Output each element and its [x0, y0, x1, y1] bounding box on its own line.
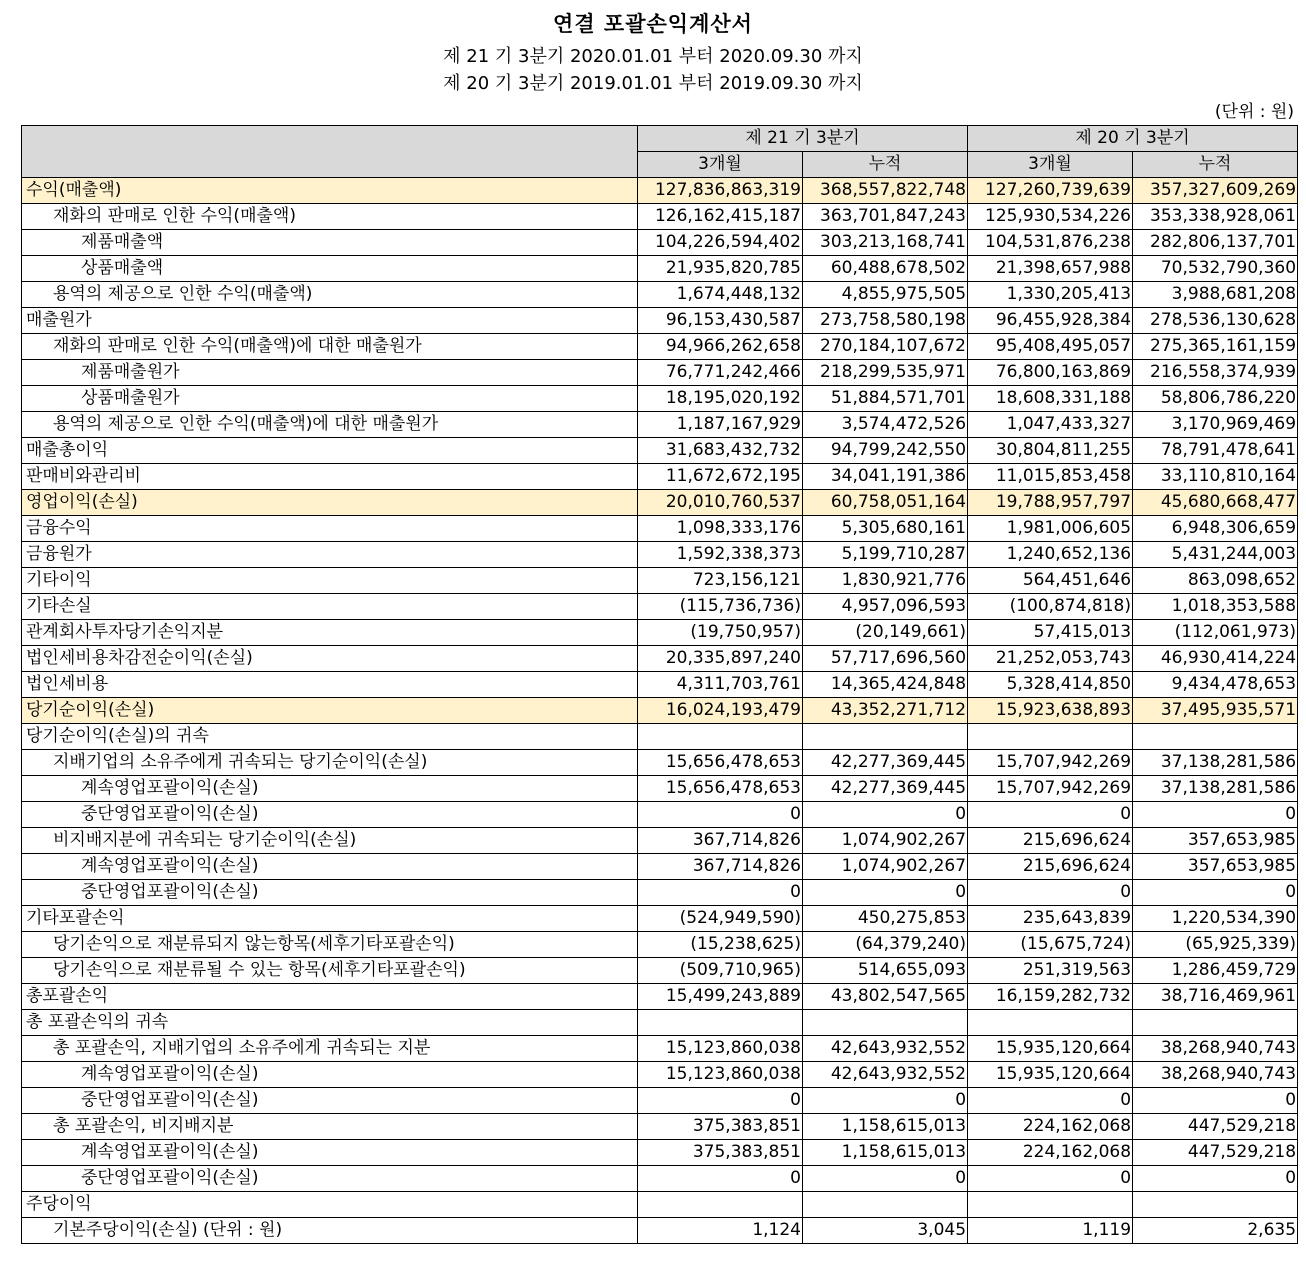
value-prior-3m [968, 1192, 1133, 1218]
value-prior-3m: (15,675,724) [968, 932, 1133, 958]
value-prior-cumulative: 0 [1133, 1166, 1298, 1192]
value-prior-3m: 1,240,652,136 [968, 542, 1133, 568]
period-prior: 제 20 기 3분기 2019.01.01 부터 2019.09.30 까지 [443, 73, 863, 94]
value-current-cumulative [803, 724, 968, 750]
value-current-3m: 375,383,851 [638, 1140, 803, 1166]
value-prior-cumulative: 0 [1133, 880, 1298, 906]
table-row [22, 516, 1298, 542]
row-label: 수익(매출액) [22, 178, 638, 204]
value-prior-cumulative: 46,930,414,224 [1133, 646, 1298, 672]
row-label: 중단영업포괄이익(손실) [22, 1166, 638, 1192]
value-prior-3m: 15,923,638,893 [968, 698, 1133, 724]
value-current-3m: 126,162,415,187 [638, 204, 803, 230]
value-current-3m: 1,124 [638, 1218, 803, 1244]
row-label: 당기손익으로 재분류되지 않는항목(세후기타포괄손익) [22, 932, 638, 958]
row-label: 기타이익 [22, 568, 638, 594]
row-label: 기타포괄손익 [22, 906, 638, 932]
value-prior-cumulative: 38,268,940,743 [1133, 1062, 1298, 1088]
value-current-3m: 18,195,020,192 [638, 386, 803, 412]
value-current-3m: 1,674,448,132 [638, 282, 803, 308]
value-prior-cumulative: 78,791,478,641 [1133, 438, 1298, 464]
value-prior-cumulative: 38,268,940,743 [1133, 1036, 1298, 1062]
row-label: 법인세비용차감전순이익(손실) [22, 646, 638, 672]
table-row [22, 620, 1298, 646]
value-current-cumulative: 4,855,975,505 [803, 282, 968, 308]
row-label: 기본주당이익(손실) (단위 : 원) [22, 1218, 638, 1244]
value-current-cumulative: 43,352,271,712 [803, 698, 968, 724]
value-current-cumulative: 51,884,571,701 [803, 386, 968, 412]
row-label: 총 포괄손익, 지배기업의 소유주에게 귀속되는 지분 [22, 1036, 638, 1062]
period-header-current: 제 21 기 3분기 [638, 126, 968, 152]
value-current-3m: 15,656,478,653 [638, 776, 803, 802]
table-row [22, 646, 1298, 672]
value-current-3m: 15,499,243,889 [638, 984, 803, 1010]
table-row [22, 308, 1298, 334]
value-prior-cumulative: 447,529,218 [1133, 1114, 1298, 1140]
period-header-prior: 제 20 기 3분기 [968, 126, 1298, 152]
value-current-cumulative: 450,275,853 [803, 906, 968, 932]
value-current-3m: (524,949,590) [638, 906, 803, 932]
value-prior-cumulative: 9,434,478,653 [1133, 672, 1298, 698]
value-prior-cumulative: (65,925,339) [1133, 932, 1298, 958]
value-prior-cumulative: 353,338,928,061 [1133, 204, 1298, 230]
table-row [22, 386, 1298, 412]
row-label: 중단영업포괄이익(손실) [22, 880, 638, 906]
value-current-cumulative: 43,802,547,565 [803, 984, 968, 1010]
value-current-3m: 375,383,851 [638, 1114, 803, 1140]
value-prior-3m: 215,696,624 [968, 828, 1133, 854]
value-prior-3m: 21,252,053,743 [968, 646, 1133, 672]
table-row [22, 1166, 1298, 1192]
sub-header-current-cumulative: 누적 [803, 152, 968, 178]
row-label: 당기순이익(손실)의 귀속 [22, 724, 638, 750]
value-current-3m: 0 [638, 1166, 803, 1192]
value-current-cumulative: 0 [803, 802, 968, 828]
row-label: 매출총이익 [22, 438, 638, 464]
value-prior-cumulative: 37,495,935,571 [1133, 698, 1298, 724]
value-current-3m: (115,736,736) [638, 594, 803, 620]
value-prior-3m: 16,159,282,732 [968, 984, 1133, 1010]
value-current-cumulative: 5,199,710,287 [803, 542, 968, 568]
value-current-3m: 16,024,193,479 [638, 698, 803, 724]
value-current-3m: 15,123,860,038 [638, 1062, 803, 1088]
value-prior-cumulative: 357,653,985 [1133, 854, 1298, 880]
value-current-3m: 15,123,860,038 [638, 1036, 803, 1062]
table-row [22, 1114, 1298, 1140]
table-row [22, 1036, 1298, 1062]
row-label: 용역의 제공으로 인한 수익(매출액) [22, 282, 638, 308]
value-prior-3m: 104,531,876,238 [968, 230, 1133, 256]
table-row [22, 906, 1298, 932]
row-label: 계속영업포괄이익(손실) [22, 854, 638, 880]
value-prior-3m: 224,162,068 [968, 1114, 1133, 1140]
row-label: 중단영업포괄이익(손실) [22, 802, 638, 828]
table-row [22, 724, 1298, 750]
value-current-3m: 723,156,121 [638, 568, 803, 594]
table-row [22, 672, 1298, 698]
value-current-3m [638, 724, 803, 750]
value-prior-cumulative [1133, 724, 1298, 750]
value-prior-3m: 30,804,811,255 [968, 438, 1133, 464]
value-prior-cumulative: 37,138,281,586 [1133, 776, 1298, 802]
table-row [22, 698, 1298, 724]
row-label: 관계회사투자당기손익지분 [22, 620, 638, 646]
value-prior-3m: 127,260,739,639 [968, 178, 1133, 204]
value-prior-3m: 0 [968, 880, 1133, 906]
table-row [22, 1088, 1298, 1114]
row-label: 매출원가 [22, 308, 638, 334]
value-current-3m: 31,683,432,732 [638, 438, 803, 464]
table-row [22, 204, 1298, 230]
row-label: 영업이익(손실) [22, 490, 638, 516]
sub-header-current-3m: 3개월 [638, 152, 803, 178]
value-current-cumulative: 34,041,191,386 [803, 464, 968, 490]
value-prior-cumulative: 58,806,786,220 [1133, 386, 1298, 412]
value-prior-3m: 95,408,495,057 [968, 334, 1133, 360]
value-current-3m: 104,226,594,402 [638, 230, 803, 256]
value-prior-3m: 1,330,205,413 [968, 282, 1133, 308]
table-row [22, 1010, 1298, 1036]
value-prior-cumulative: 38,716,469,961 [1133, 984, 1298, 1010]
row-label: 기타손실 [22, 594, 638, 620]
value-current-cumulative: (20,149,661) [803, 620, 968, 646]
table-row [22, 932, 1298, 958]
table-row [22, 1062, 1298, 1088]
value-prior-3m: 5,328,414,850 [968, 672, 1133, 698]
value-prior-cumulative: 216,558,374,939 [1133, 360, 1298, 386]
table-row [22, 880, 1298, 906]
row-label: 계속영업포괄이익(손실) [22, 776, 638, 802]
value-current-cumulative: 218,299,535,971 [803, 360, 968, 386]
value-prior-cumulative: 357,327,609,269 [1133, 178, 1298, 204]
period-current: 제 21 기 3분기 2020.01.01 부터 2020.09.30 까지 [443, 46, 863, 67]
row-label: 상품매출원가 [22, 386, 638, 412]
table-row [22, 334, 1298, 360]
row-label: 중단영업포괄이익(손실) [22, 1088, 638, 1114]
row-label: 금융수익 [22, 516, 638, 542]
value-prior-cumulative: 45,680,668,477 [1133, 490, 1298, 516]
table-row [22, 542, 1298, 568]
row-label: 당기순이익(손실) [22, 698, 638, 724]
value-current-cumulative: 14,365,424,848 [803, 672, 968, 698]
table-row [22, 412, 1298, 438]
income-statement-table [21, 125, 1298, 1244]
value-current-3m [638, 1192, 803, 1218]
table-row [22, 490, 1298, 516]
sub-header-prior-cumulative: 누적 [1133, 152, 1298, 178]
value-prior-3m: 15,935,120,664 [968, 1036, 1133, 1062]
value-prior-cumulative: 6,948,306,659 [1133, 516, 1298, 542]
table-row [22, 802, 1298, 828]
value-prior-3m: 1,981,006,605 [968, 516, 1133, 542]
value-current-cumulative: 60,488,678,502 [803, 256, 968, 282]
value-current-cumulative: 0 [803, 880, 968, 906]
value-current-cumulative: 42,643,932,552 [803, 1062, 968, 1088]
value-prior-3m: 1,119 [968, 1218, 1133, 1244]
table-row [22, 464, 1298, 490]
value-prior-cumulative: 3,988,681,208 [1133, 282, 1298, 308]
value-current-cumulative: 514,655,093 [803, 958, 968, 984]
value-prior-cumulative: 0 [1133, 802, 1298, 828]
value-current-3m [638, 1010, 803, 1036]
value-prior-cumulative: 2,635 [1133, 1218, 1298, 1244]
row-label: 계속영업포괄이익(손실) [22, 1140, 638, 1166]
value-current-cumulative [803, 1192, 968, 1218]
row-label: 재화의 판매로 인한 수익(매출액)에 대한 매출원가 [22, 334, 638, 360]
value-prior-3m: 15,935,120,664 [968, 1062, 1133, 1088]
value-current-cumulative: 3,045 [803, 1218, 968, 1244]
value-current-cumulative: 1,074,902,267 [803, 854, 968, 880]
header-blank-cell [22, 126, 638, 178]
value-current-cumulative: 42,643,932,552 [803, 1036, 968, 1062]
value-current-cumulative: 42,277,369,445 [803, 750, 968, 776]
value-prior-3m: 21,398,657,988 [968, 256, 1133, 282]
value-prior-cumulative: 0 [1133, 1088, 1298, 1114]
value-prior-cumulative: 447,529,218 [1133, 1140, 1298, 1166]
period-header-row [22, 126, 1298, 152]
row-label: 총포괄손익 [22, 984, 638, 1010]
value-prior-cumulative: 275,365,161,159 [1133, 334, 1298, 360]
row-label: 당기손익으로 재분류될 수 있는 항목(세후기타포괄손익) [22, 958, 638, 984]
value-current-3m: 20,335,897,240 [638, 646, 803, 672]
row-label: 총 포괄손익의 귀속 [22, 1010, 638, 1036]
value-prior-cumulative: 5,431,244,003 [1133, 542, 1298, 568]
value-current-cumulative: 1,830,921,776 [803, 568, 968, 594]
value-current-cumulative: 363,701,847,243 [803, 204, 968, 230]
value-prior-cumulative: 33,110,810,164 [1133, 464, 1298, 490]
value-current-3m: 1,592,338,373 [638, 542, 803, 568]
value-prior-3m: 15,707,942,269 [968, 750, 1133, 776]
row-label: 판매비와관리비 [22, 464, 638, 490]
value-current-3m: 0 [638, 1088, 803, 1114]
value-prior-cumulative: 1,286,459,729 [1133, 958, 1298, 984]
value-prior-cumulative: 1,018,353,588 [1133, 594, 1298, 620]
value-prior-3m: 251,319,563 [968, 958, 1133, 984]
value-current-cumulative: 303,213,168,741 [803, 230, 968, 256]
value-current-cumulative: 42,277,369,445 [803, 776, 968, 802]
value-prior-3m: 18,608,331,188 [968, 386, 1133, 412]
table-row [22, 1218, 1298, 1244]
table-row [22, 854, 1298, 880]
value-current-cumulative: 3,574,472,526 [803, 412, 968, 438]
value-current-cumulative: 368,557,822,748 [803, 178, 968, 204]
value-current-cumulative: 57,717,696,560 [803, 646, 968, 672]
value-current-cumulative: 0 [803, 1088, 968, 1114]
value-current-cumulative: 5,305,680,161 [803, 516, 968, 542]
value-prior-3m: 224,162,068 [968, 1140, 1133, 1166]
value-current-cumulative: 1,158,615,013 [803, 1114, 968, 1140]
table-row [22, 958, 1298, 984]
row-label: 금융원가 [22, 542, 638, 568]
row-label: 상품매출액 [22, 256, 638, 282]
value-current-cumulative: 273,758,580,198 [803, 308, 968, 334]
row-label: 용역의 제공으로 인한 수익(매출액)에 대한 매출원가 [22, 412, 638, 438]
row-label: 비지배지분에 귀속되는 당기순이익(손실) [22, 828, 638, 854]
value-current-3m: (509,710,965) [638, 958, 803, 984]
value-current-3m: 1,098,333,176 [638, 516, 803, 542]
row-label: 총 포괄손익, 비지배지분 [22, 1114, 638, 1140]
table-row [22, 984, 1298, 1010]
value-prior-cumulative: 70,532,790,360 [1133, 256, 1298, 282]
row-label: 제품매출원가 [22, 360, 638, 386]
value-prior-cumulative [1133, 1010, 1298, 1036]
value-prior-3m: 57,415,013 [968, 620, 1133, 646]
value-current-3m: (19,750,957) [638, 620, 803, 646]
table-row [22, 230, 1298, 256]
value-current-3m: 367,714,826 [638, 828, 803, 854]
value-prior-cumulative: 357,653,985 [1133, 828, 1298, 854]
value-current-3m: 0 [638, 802, 803, 828]
value-prior-3m: 96,455,928,384 [968, 308, 1133, 334]
value-current-cumulative: 270,184,107,672 [803, 334, 968, 360]
row-label: 계속영업포괄이익(손실) [22, 1062, 638, 1088]
value-current-3m: 11,672,672,195 [638, 464, 803, 490]
value-current-3m: 21,935,820,785 [638, 256, 803, 282]
value-current-3m: 96,153,430,587 [638, 308, 803, 334]
value-prior-cumulative [1133, 1192, 1298, 1218]
value-prior-cumulative: 278,536,130,628 [1133, 308, 1298, 334]
value-current-3m: 76,771,242,466 [638, 360, 803, 386]
value-prior-cumulative: 3,170,969,469 [1133, 412, 1298, 438]
value-prior-3m [968, 724, 1133, 750]
row-label: 주당이익 [22, 1192, 638, 1218]
value-current-cumulative: 60,758,051,164 [803, 490, 968, 516]
value-current-cumulative: (64,379,240) [803, 932, 968, 958]
value-prior-3m: 15,707,942,269 [968, 776, 1133, 802]
table-row [22, 828, 1298, 854]
value-prior-3m: 235,643,839 [968, 906, 1133, 932]
value-prior-3m: 125,930,534,226 [968, 204, 1133, 230]
table-row [22, 360, 1298, 386]
value-current-cumulative: 1,074,902,267 [803, 828, 968, 854]
value-current-3m: 94,966,262,658 [638, 334, 803, 360]
value-prior-3m: 19,788,957,797 [968, 490, 1133, 516]
value-current-3m: 0 [638, 880, 803, 906]
document-title: 연결 포괄손익계산서 [553, 12, 753, 36]
value-current-3m: 20,010,760,537 [638, 490, 803, 516]
value-current-3m: (15,238,625) [638, 932, 803, 958]
row-label: 제품매출액 [22, 230, 638, 256]
row-label: 법인세비용 [22, 672, 638, 698]
value-current-3m: 15,656,478,653 [638, 750, 803, 776]
value-current-3m: 127,836,863,319 [638, 178, 803, 204]
value-current-cumulative: 1,158,615,013 [803, 1140, 968, 1166]
value-prior-3m: 76,800,163,869 [968, 360, 1133, 386]
table-row [22, 1192, 1298, 1218]
value-current-cumulative: 94,799,242,550 [803, 438, 968, 464]
value-prior-3m: (100,874,818) [968, 594, 1133, 620]
value-prior-cumulative: 863,098,652 [1133, 568, 1298, 594]
value-current-cumulative: 0 [803, 1166, 968, 1192]
row-label: 지배기업의 소유주에게 귀속되는 당기순이익(손실) [22, 750, 638, 776]
value-prior-cumulative: 37,138,281,586 [1133, 750, 1298, 776]
value-current-cumulative: 4,957,096,593 [803, 594, 968, 620]
value-prior-3m: 1,047,433,327 [968, 412, 1133, 438]
row-label: 재화의 판매로 인한 수익(매출액) [22, 204, 638, 230]
table-row [22, 438, 1298, 464]
value-prior-3m: 0 [968, 1088, 1133, 1114]
value-current-3m: 367,714,826 [638, 854, 803, 880]
value-prior-cumulative: 282,806,137,701 [1133, 230, 1298, 256]
value-current-3m: 1,187,167,929 [638, 412, 803, 438]
table-row [22, 178, 1298, 204]
table-row [22, 750, 1298, 776]
value-prior-3m: 564,451,646 [968, 568, 1133, 594]
table-body [22, 178, 1298, 1244]
value-prior-3m: 215,696,624 [968, 854, 1133, 880]
value-prior-3m: 0 [968, 1166, 1133, 1192]
value-prior-cumulative: (112,061,973) [1133, 620, 1298, 646]
sub-header-prior-3m: 3개월 [968, 152, 1133, 178]
value-prior-3m: 11,015,853,458 [968, 464, 1133, 490]
value-prior-3m [968, 1010, 1133, 1036]
table-row [22, 1140, 1298, 1166]
table-row [22, 568, 1298, 594]
value-current-cumulative [803, 1010, 968, 1036]
value-prior-3m: 0 [968, 802, 1133, 828]
value-current-3m: 4,311,703,761 [638, 672, 803, 698]
value-prior-cumulative: 1,220,534,390 [1133, 906, 1298, 932]
table-row [22, 282, 1298, 308]
unit-label: (단위 : 원) [1214, 102, 1294, 122]
table-row [22, 594, 1298, 620]
table-row [22, 776, 1298, 802]
table-row [22, 256, 1298, 282]
